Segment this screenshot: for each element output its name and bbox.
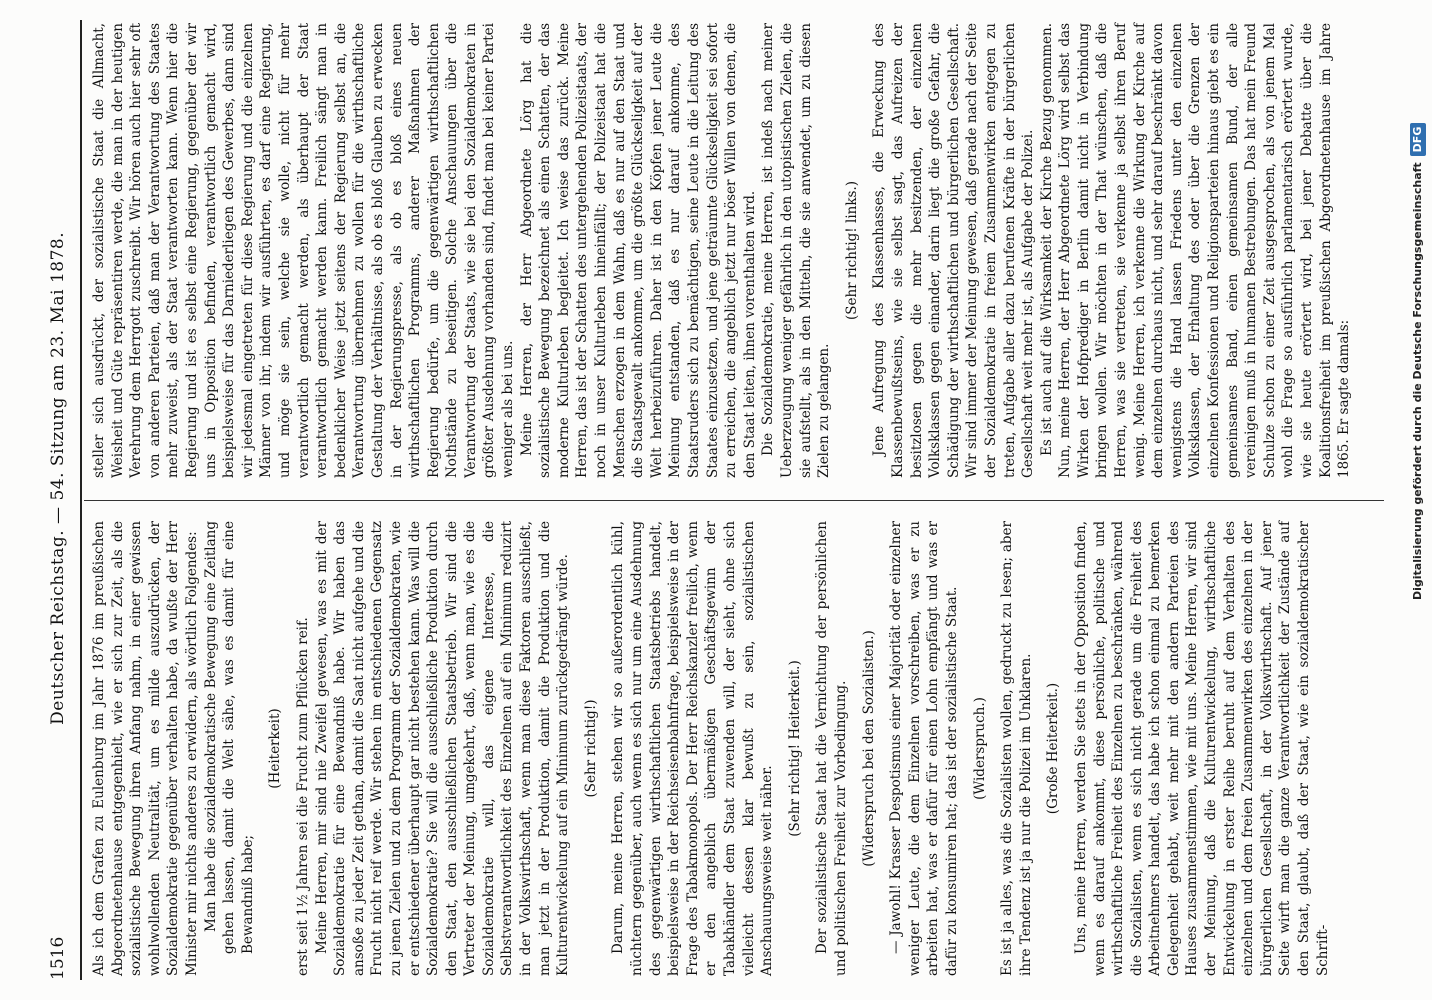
paragraph: Meine Herren, der Herr Abgeordnete Lörg hat die sozialistische Bewegung bezeichnet als einen Schatten, der das moderne Kulturleben begleitet. Ich weise das zurück. Meine Herren, das ist der Schatten des untergehenden Polizeistaats, der noch in unser Kulturleben hineinfällt; der Polizeistaat hat die Menschen erzogen in dem Wahn, daß es nur auf den Staat und die Staatsgewalt ankomme, um die größte Glückseligkeit auf der Welt herbeizuführen. Daher ist in den Köpfen jener Leute die Meinung entstanden, daß es nur darauf ankomme, des Staatsruders sich zu bemächtigen, seine Leute in die Leitung des Staates einzusetzen, und jene geträumte Glückseligkeit sei sofort zu erreichen, die angeblich jetzt nur böser Willen von denen, die den Staat leiten, ihnen vorenthalten wird. <box>518 23 758 478</box>
paragraph: Als ich dem Grafen zu Eulenburg im Jahr 1876 im preußischen Abgeordnetenhause entgegenhielt, wie er sich zur Zeit, als die sozialistische Bewegung ihren Anfang nahm, in einer gewissen wohlwollenden Neutralität, um es milde auszudrücken, der Sozialdemokratie gegenüber verhalten habe, da wußte der Herr Minister mir nichts anderes zu erwidern, als wörtlich Folgendes: <box>91 521 200 976</box>
paragraph: Darum, meine Herren, stehen wir so außerordentlich kühl, nüchtern gegenüber, auch wenn es sich nur um eine Ausdehnung des gegenwärtigen wirthschaftlichen Staatsbetriebs handelt, beispielsweise in der Reichseisenbahnfrage, beispielsweise in der Frage des Tabakmonopols. Der Herr Reichskanzler freilich, wenn er den angeblich übermäßigen Geschäftsgewinn der Tabakhändler dem Staat zuwenden will, der sieht, ohne sich vielleicht dessen klar bewußt zu sein, sozialistischen Anschauungsweise weit näher. <box>610 521 776 976</box>
column-divider <box>84 500 1384 501</box>
credit-text: Digitalisierung gefördert durch die Deutsche Forschungsgemeinschaft <box>1411 162 1424 600</box>
paragraph: Man habe die sozialdemokratische Bewegung eine Zeitlang gehen lassen, damit die Welt sähe, was es damit für eine Bewandniß habe; <box>202 521 256 954</box>
header-rule <box>80 20 82 980</box>
paragraph: Es ist auch auf die Wirksamkeit der Kirche Bezug genommen. Nun, meine Herren, der Herr Abgeordnete Lörg wird selbst das Wirken der Hofprediger in Berlin damit nicht in Verbindung bringen wollen. Wir möchten in der That wünschen, daß die Herren, was sie vertreten, sie verkenne ja selbst ihren Beruf wenig. Meine Herren, ich verkenne die Wirkung der Kirche auf dem einzelnen durchaus nicht, und sehr darauf beschränkt davon wenigstens die Hand lassen Friedens unter den einzelnen Volksklassen, der Erhaltung des oder über die Grenzen der einzelnen Konfessionen und Religionsparteien hinaus giebt es ein gemeinsames Band, einen gemeinsamen Bund, der alle vereinigen muß in humanen Bestrebungen. Das hat mein Freund Schulze schon zu einer Zeit ausgesprochen, als von jenem Mal wohl die Frage so ausführlich parlamentarisch erörtert wurde, wie sie heute erörtert wird, bei jener Debatte über die Koalitionsfreiheit im preußischen Abgeordnetenhause im Jahre 1865. Er sagte damals: <box>1038 23 1353 478</box>
paragraph: — Jawohl! Krasser Despotismus einer Majorität oder einzelner weniger Leute, die dem Einzelnen vorschreiben, was er zu arbeiten hat, was er dafür für einen Lohn empfängt und was er dafür zu konsumiren hat; das ist der sozialistische Staat. <box>888 521 960 976</box>
interjection: (Sehr richtig!) <box>582 699 599 798</box>
paragraph: erst seit 1½ Jahren sei die Frucht zum Pflücken reif. <box>294 617 311 976</box>
digitization-credit <box>1404 0 1428 1000</box>
paragraph: Jene Aufregung des Klassenhasses, die Erweckung des Klassenbewußtseins, wie sie selbst sagt, das Aufreizen der besitzlosen gegen die mehr besitzenden, der einzelnen Volksklassen gegen einander, darin liegt die große Gefahr, die Schädigung der wirthschaftlichen und bürgerlichen Gesellschaft. Wir sind immer der Meinung gewesen, daß gerade nach der Seite der Sozialdemokratie in freiem Zusammenwirken entgegen zu treten, Aufgabe aller dazu berufenen Kräfte in der bürgerlichen Gesellschaft weit mehr ist, als Aufgabe der Polizei. <box>871 23 1037 478</box>
left-text-column <box>90 521 1332 976</box>
interjection: (Heiterkeit) <box>267 708 284 789</box>
page-number: 1516 <box>48 936 68 980</box>
interjection: (Große Heiterkeit.) <box>1045 682 1062 815</box>
running-head <box>48 20 78 980</box>
paragraph: Die Sozialdemokratie, meine Herren, ist indeß nach meiner Ueberzeugung weniger gefährlich in den utopistischen Zielen, die sie aufstellt, als in den Mitteln, die sie anwendet, um zu diesen Zielen zu gelangen. <box>760 23 833 478</box>
paragraph: Der sozialistische Staat hat die Vernichtung der persönlichen und politischen Freiheit zur Vorbedingung. <box>814 521 849 976</box>
paragraph: Uns, meine Herren, werden Sie stets in der Opposition finden, wenn es darauf ankommt, diese persönliche, politische und wirthschaftliche Freiheit des Einzelnen zu beschränken, während die Sozialisten, wenn es sich nicht gerade um die Freiheit des Arbeitnehmers handelt, das habe ich schon einmal zu bemerken Gelegenheit gehabt, weit mehr mit den andern Parteien des Hauses zusammenstimmen, wie mit uns. Meine Herren, wir sind der Meinung, daß die Kulturentwickelung, wirthschaftliche Entwickelung in erster Reihe beruht auf dem Verhalten des einzelnen und dem freien Zusammenwirken des einzelnen in der bürgerlichen Gesellschaft, in der Volkswirthschaft. Auf jener Seite wirft man die ganze Verantwortlichkeit der Zustände auf den Staat, glaubt, daß der Staat, wie ein sozialdemokratischer Schrift- <box>1072 521 1331 976</box>
paragraph: steller sich ausdrückt, der sozialistische Staat die Allmacht, Weisheit und Güte repräsentiren werde, die man in der heutigen Verehrung dem Herrgott zuschreibt. Wir hören auch hier sehr oft von anderen Parteien, daß man der Verantwortung des Staates mehr zuweist, als der Staat verantworten kann. Wenn hier die Regierung und ist es selbst eine Regierung, gegenüber der wir uns in Opposition befinden, verantwortlich gemacht wird, beispielsweise für das Darniederliegen des Gewerbes, dann sind wir jedesmal eingetreten für diese Regierung und die einzelnen Männer von ihr, indem wir ausführten, es darf eine Regierung, und möge sie sein, welche sie wolle, nicht für mehr verantwortlich gemacht werden, als überhaupt der Staat verantwortlich gemacht werden kann. Freilich sängt man in bedenklicher Weise jetzt seitens der Regierung selbst an, die Verantwortung übernehmen zu wollen für die wirthschaftliche Gestaltung der Verhältnisse, als ob es bloß Glauben zu erwecken in der Regierungspresse, als ob es bloß eines neuen wirthschaftlichen Programms, anderer Maßnahmen der Regierung bedürfe, um die gegenwärtigen wirthschaftlichen Nothstände zu beseitigen. Solche Anschauungen über die Verantwortung der Staats, wie sie bei den Sozialdemokraten in größter Ausdehnung vorhanden sind, findet man bei keiner Partei weniger als bei uns. <box>91 23 517 478</box>
paragraph: Meine Herren, mir sind nie Zweifel gewesen, was es mit der Sozialdemokratie für eine Bewandniß habe. Wir haben das ansoße zu jeder Zeit gethan, damit die Saat nicht aufgehe und die Frucht nicht reif werde. Wir stehen im entschiedenen Gegensatz zu jenen Zielen und zu dem Programm der Sozialdemokraten, wie er entschiedener überhaupt gar nicht bestehen kann. Was will die Sozialdemokratie? Sie will die ausschließliche Produktion durch den Staat, den ausschließlichen Staatsbetrieb. Wir sind die Vertreter der Meinung, umgekehrt, daß, wenn man, wie es die Sozialdemokratie will, das eigene Interesse, die Selbstverantwortlichkeit des Einzelnen auf ein Minimum reduzirt in der Volkswirthschaft, wenn man diese Faktoren ausschließt, man jetzt in der Produktion, damit die Produktion und die Kulturentwickelung auf ein Minimum zurückgedrängt würde. <box>313 521 572 976</box>
right-text-column <box>90 23 1354 478</box>
rotated-document-page <box>40 20 1400 980</box>
interjection: (Widerspruch bei den Sozialisten.) <box>860 630 877 867</box>
interjection: (Widerspruch.) <box>971 697 988 800</box>
interjection: (Sehr richtig! links.) <box>843 180 860 321</box>
dfg-logo: DFG <box>1410 123 1426 157</box>
running-title: Deutscher Reichstag. — 54. Sitzung am 23. Mai 1878. <box>48 231 68 725</box>
paragraph: Es ist ja alles, was die Sozialisten wollen, gedruckt zu lesen; aber ihre Tendenz ist ja nur die Polizei im Unklaren. <box>999 521 1034 976</box>
interjection: (Sehr richtig! Heiterkeit.) <box>786 660 803 837</box>
